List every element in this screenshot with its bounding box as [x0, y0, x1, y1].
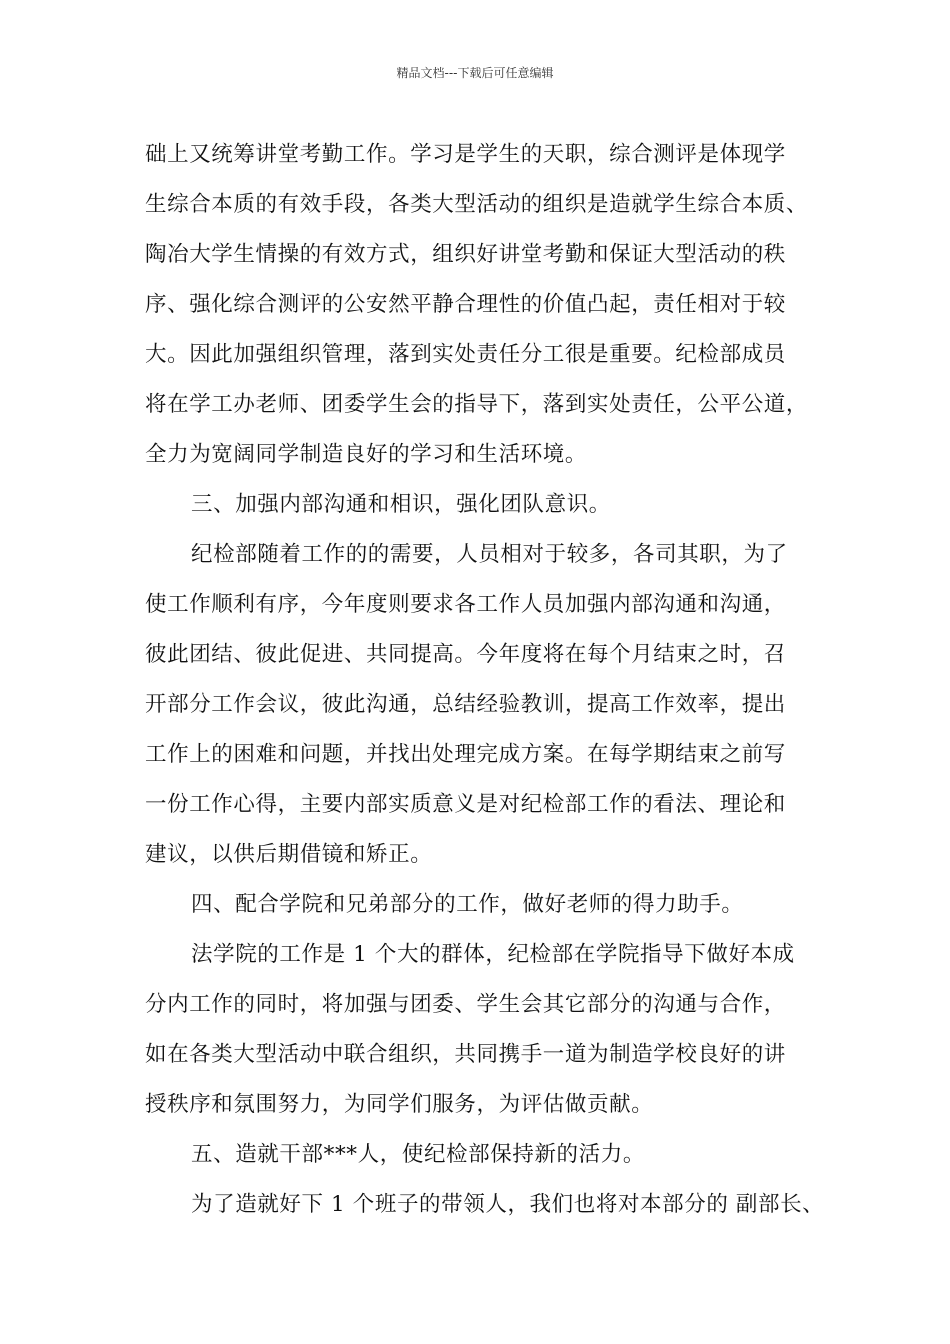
text-line: 法学院的工作是 1 个大的群体，纪检部在学院指导下做好本成 [191, 942, 795, 967]
page-header: 精品文档---下载后可任意编辑 [396, 66, 554, 80]
text-line: 使工作顺利有序，今年度则要求各工作人员加强内部沟通和沟通， [145, 592, 786, 617]
text-line: 彼此团结、彼此促进、共同提高。今年度将在每个月结束之时，召 [145, 642, 786, 667]
text-line: 生综合本质的有效手段，各类大型活动的组织是造就学生综合本质、 [145, 192, 809, 217]
text-line: 序、强化综合测评的公安然平静合理性的价值凸起，责任相对于较 [145, 292, 786, 317]
text-line: 授秩序和氛围努力，为同学们服务，为评估做贡献。 [145, 1092, 654, 1117]
text-line: 开部分工作会议，彼此沟通，总结经验教训，提高工作效率，提出 [145, 692, 786, 717]
text-line: 将在学工办老师、团委学生会的指导下，落到实处责任，公平公道， [145, 392, 809, 417]
text-line: 工作上的困难和问题，并找出处理完成方案。在每学期结束之前写 [145, 742, 786, 767]
text-line: 五、造就干部***人，使纪检部保持新的活力。 [191, 1142, 645, 1167]
text-line: 为了造就好下 1 个班子的带领人，我们也将对本部分的 副部长、 [191, 1192, 825, 1217]
text-line: 三、加强内部沟通和相识，强化团队意识。 [191, 492, 611, 517]
text-line: 分内工作的同时，将加强与团委、学生会其它部分的沟通与合作， [145, 992, 786, 1017]
text-line: 纪检部随着工作的的需要，人员相对于较多，各司其职，为了 [191, 542, 788, 567]
text-line: 础上又统筹讲堂考勤工作。学习是学生的天职，综合测评是体现学 [145, 142, 786, 167]
text-line: 陶冶大学生情操的有效方式，组织好讲堂考勤和保证大型活动的秩 [145, 242, 786, 267]
text-line: 四、配合学院和兄弟部分的工作，做好老师的得力助手。 [191, 892, 744, 917]
text-line: 建议，以供后期借镜和矫正。 [145, 842, 433, 867]
text-line: 一份工作心得，主要内部实质意义是对纪检部工作的看法、理论和 [145, 792, 786, 817]
text-line: 大。因此加强组织管理，落到实处责任分工很是重要。纪检部成员 [145, 342, 786, 367]
document-body [145, 130, 825, 1230]
text-line: 全力为宽阔同学制造良好的学习和生活环境。 [145, 442, 588, 467]
text-line: 如在各类大型活动中联合组织，共同携手一道为制造学校良好的讲 [145, 1042, 786, 1067]
